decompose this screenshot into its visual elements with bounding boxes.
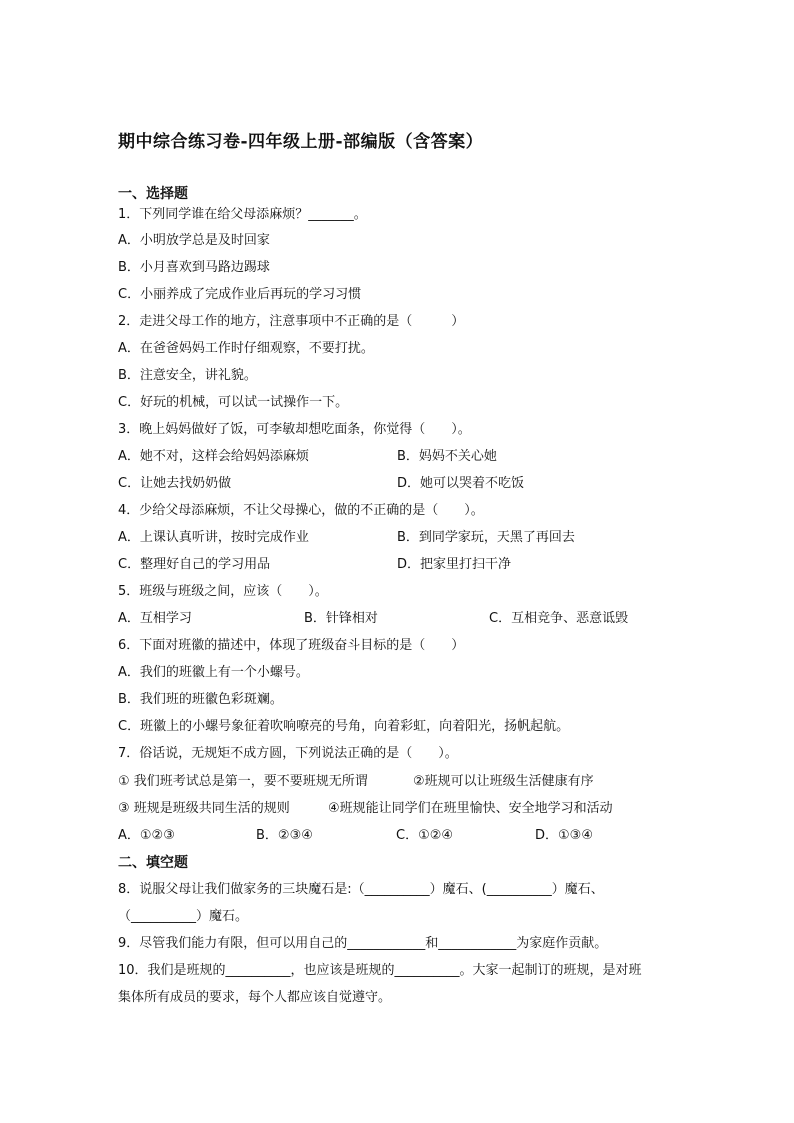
question-3-option-d: D．她可以哭着不吃饭 xyxy=(397,476,525,491)
question-7-option-d: D．①③④ xyxy=(535,828,593,843)
question-5-option-c: C．互相竞争、恶意诋毁 xyxy=(489,611,629,626)
question-5-stem: 5．班级与班级之间，应该（ ）。 xyxy=(118,584,328,599)
question-5-option-a: A．互相学习 xyxy=(118,611,192,626)
page-title: 期中综合练习卷-四年级上册-部编版（含答案） xyxy=(118,132,484,152)
question-4-option-b: B．到同学家玩，天黑了再回去 xyxy=(397,530,575,545)
question-10-line-2: 集体所有成员的要求，每个人都应该自觉遵守。 xyxy=(118,990,392,1005)
question-7-statement-1: ① 我们班考试总是第一，要不要班规无所谓 xyxy=(118,774,368,789)
question-3-option-b: B．妈妈不关心她 xyxy=(397,449,497,464)
section-heading-choice: 一、选择题 xyxy=(118,186,188,202)
question-1-option-a: A．小明放学总是及时回家 xyxy=(118,233,270,248)
question-1-option-c: C．小丽养成了完成作业后再玩的学习习惯 xyxy=(118,287,362,302)
question-1-option-b: B．小月喜欢到马路边踢球 xyxy=(118,260,270,275)
section-heading-fill-in: 二、填空题 xyxy=(118,855,188,871)
question-6-option-c: C．班徽上的小螺号象征着吹响嘹亮的号角，向着彩虹，向着阳光，扬帆起航。 xyxy=(118,719,570,734)
question-10-line-1: 10．我们是班规的__________，也应该是班规的__________。大家一起制订的班规，是对班 xyxy=(118,963,642,978)
question-4-option-d: D．把家里打扫干净 xyxy=(397,557,512,572)
question-2-stem: 2．走进父母工作的地方，注意事项中不正确的是（ ） xyxy=(118,314,465,329)
question-3-option-c: C．让她去找奶奶做 xyxy=(118,476,232,491)
question-6-stem: 6．下面对班徽的描述中，体现了班级奋斗目标的是（ ） xyxy=(118,638,465,653)
question-7-statement-4: ④班规能让同学们在班里愉快、安全地学习和活动 xyxy=(328,801,613,816)
question-5-option-b: B．针锋相对 xyxy=(304,611,378,626)
question-7-option-a: A．①②③ xyxy=(118,828,175,843)
question-1-stem: 1．下列同学谁在给父母添麻烦？_______。 xyxy=(118,207,367,222)
question-2-option-b: B．注意安全，讲礼貌。 xyxy=(118,368,257,383)
question-4-stem: 4．少给父母添麻烦，不让父母操心，做的不正确的是（ ）。 xyxy=(118,503,484,518)
question-6-option-a: A．我们的班徽上有一个小螺号。 xyxy=(118,665,309,680)
question-4-option-c: C．整理好自己的学习用品 xyxy=(118,557,271,572)
question-9-line-1: 9．尽管我们能力有限，但可以用自己的____________和____________为家庭作贡献。 xyxy=(118,936,608,951)
question-2-option-a: A．在爸爸妈妈工作时仔细观察，不要打扰。 xyxy=(118,341,374,356)
question-4-option-a: A．上课认真听讲，按时完成作业 xyxy=(118,530,309,545)
question-2-option-c: C．好玩的机械，可以试一试操作一下。 xyxy=(118,395,349,410)
question-6-option-b: B．我们班的班徽色彩斑斓。 xyxy=(118,692,283,707)
question-8-line-1: 8．说服父母让我们做家务的三块魔石是:（__________）魔石、(__________）魔石、 xyxy=(118,882,604,897)
question-7-stem: 7．俗话说，无规矩不成方圆，下列说法正确的是（ ）。 xyxy=(118,746,458,761)
question-7-statement-2: ②班规可以让班级生活健康有序 xyxy=(413,774,594,789)
question-3-stem: 3．晚上妈妈做好了饭，可李敏却想吃面条，你觉得（ ）。 xyxy=(118,422,471,437)
question-3-option-a: A．她不对，这样会给妈妈添麻烦 xyxy=(118,449,309,464)
question-7-option-c: C．①②④ xyxy=(396,828,454,843)
question-7-statement-3: ③ 班规是班级共同生活的规则 xyxy=(118,801,290,816)
question-7-option-b: B．②③④ xyxy=(256,828,313,843)
question-8-line-2: （__________）魔石。 xyxy=(118,909,249,924)
